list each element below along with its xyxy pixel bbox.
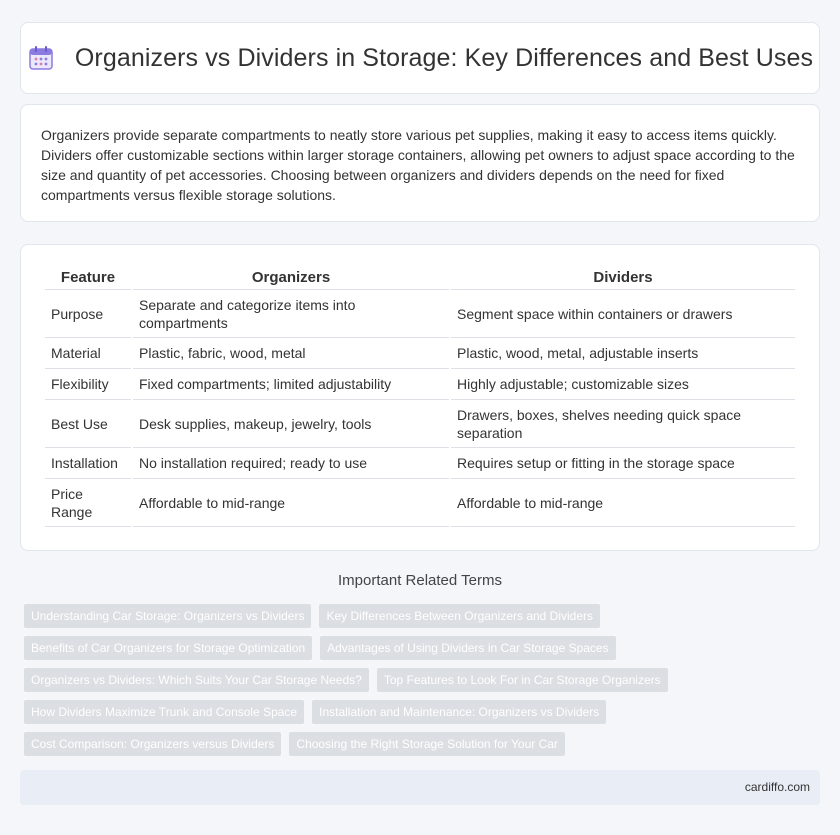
table-cell-dividers: Highly adjustable; customizable sizes	[451, 369, 795, 400]
table-cell-organizers: No installation required; ready to use	[133, 448, 449, 479]
table-cell-organizers: Fixed compartments; limited adjustability	[133, 369, 449, 400]
table-cell-dividers: Drawers, boxes, shelves needing quick space separation	[451, 400, 795, 448]
header-card	[20, 22, 820, 94]
table-cell-organizers: Desk supplies, makeup, jewelry, tools	[133, 400, 449, 448]
table-row	[45, 448, 795, 479]
table-cell-dividers: Segment space within containers or drawers	[451, 290, 795, 338]
table-header-cell: Feature	[45, 265, 131, 290]
table-cell-feature: Purpose	[45, 290, 131, 338]
related-terms-title: Important Related Terms	[338, 572, 502, 589]
related-term-tag[interactable]: Understanding Car Storage: Organizers vs Dividers	[24, 604, 311, 628]
related-term-tag[interactable]: Choosing the Right Storage Solution for Your Car	[289, 732, 565, 756]
table-cell-feature: Material	[45, 338, 131, 369]
table-row	[45, 400, 795, 448]
tag-row	[24, 668, 824, 692]
table-row	[45, 290, 795, 338]
related-term-tag[interactable]: Organizers vs Dividers: Which Suits Your Car Storage Needs?	[24, 668, 369, 692]
table-header-cell: Dividers	[451, 265, 795, 290]
related-term-tag[interactable]: Benefits of Car Organizers for Storage Optimization	[24, 636, 312, 660]
related-term-tag[interactable]: Top Features to Look For in Car Storage Organizers	[377, 668, 668, 692]
table-row	[45, 338, 795, 369]
intro-card	[20, 104, 820, 222]
tag-row	[24, 700, 824, 724]
comparison-table	[43, 265, 797, 527]
table-cell-organizers: Affordable to mid-range	[133, 479, 449, 527]
comparison-table-card	[20, 244, 820, 551]
table-cell-feature: Flexibility	[45, 369, 131, 400]
table-cell-organizers: Plastic, fabric, wood, metal	[133, 338, 449, 369]
table-cell-feature: Installation	[45, 448, 131, 479]
tag-row	[24, 636, 824, 660]
related-term-tag[interactable]: Advantages of Using Dividers in Car Storage Spaces	[320, 636, 615, 660]
table-cell-dividers: Plastic, wood, metal, adjustable inserts	[451, 338, 795, 369]
table-header-cell: Organizers	[133, 265, 449, 290]
table-cell-dividers: Affordable to mid-range	[451, 479, 795, 527]
table-cell-feature: Best Use	[45, 400, 131, 448]
intro-paragraph: Organizers provide separate compartments to neatly store various pet supplies, making it easy to access items quickly. Dividers offer customizable sections within larger storage containers, allowing pet owners to adjust space according to the size and quantity of pet accessories. Choosing between organizers and dividers depends on the need for fixed compartments versus flexible storage solutions.	[41, 127, 795, 203]
footer-brand: cardiffo.com	[744, 780, 810, 794]
table-cell-dividers: Requires setup or fitting in the storage space	[451, 448, 795, 479]
page-title: Organizers vs Dividers in Storage: Key Differences and Best Uses	[74, 43, 814, 72]
footer	[20, 770, 820, 805]
table-row	[45, 369, 795, 400]
related-terms-list	[24, 604, 824, 764]
table-cell-feature: Price Range	[45, 479, 131, 527]
table-header-row	[45, 265, 795, 290]
related-term-tag[interactable]: Key Differences Between Organizers and Dividers	[319, 604, 600, 628]
related-term-tag[interactable]: Installation and Maintenance: Organizers vs Dividers	[312, 700, 606, 724]
table-cell-organizers: Separate and categorize items into compartments	[133, 290, 449, 338]
table-row	[45, 479, 795, 527]
related-term-tag[interactable]: How Dividers Maximize Trunk and Console Space	[24, 700, 304, 724]
related-term-tag[interactable]: Cost Comparison: Organizers versus Dividers	[24, 732, 281, 756]
tag-row	[24, 732, 824, 756]
calendar-icon	[27, 44, 55, 72]
tag-row	[24, 604, 824, 628]
